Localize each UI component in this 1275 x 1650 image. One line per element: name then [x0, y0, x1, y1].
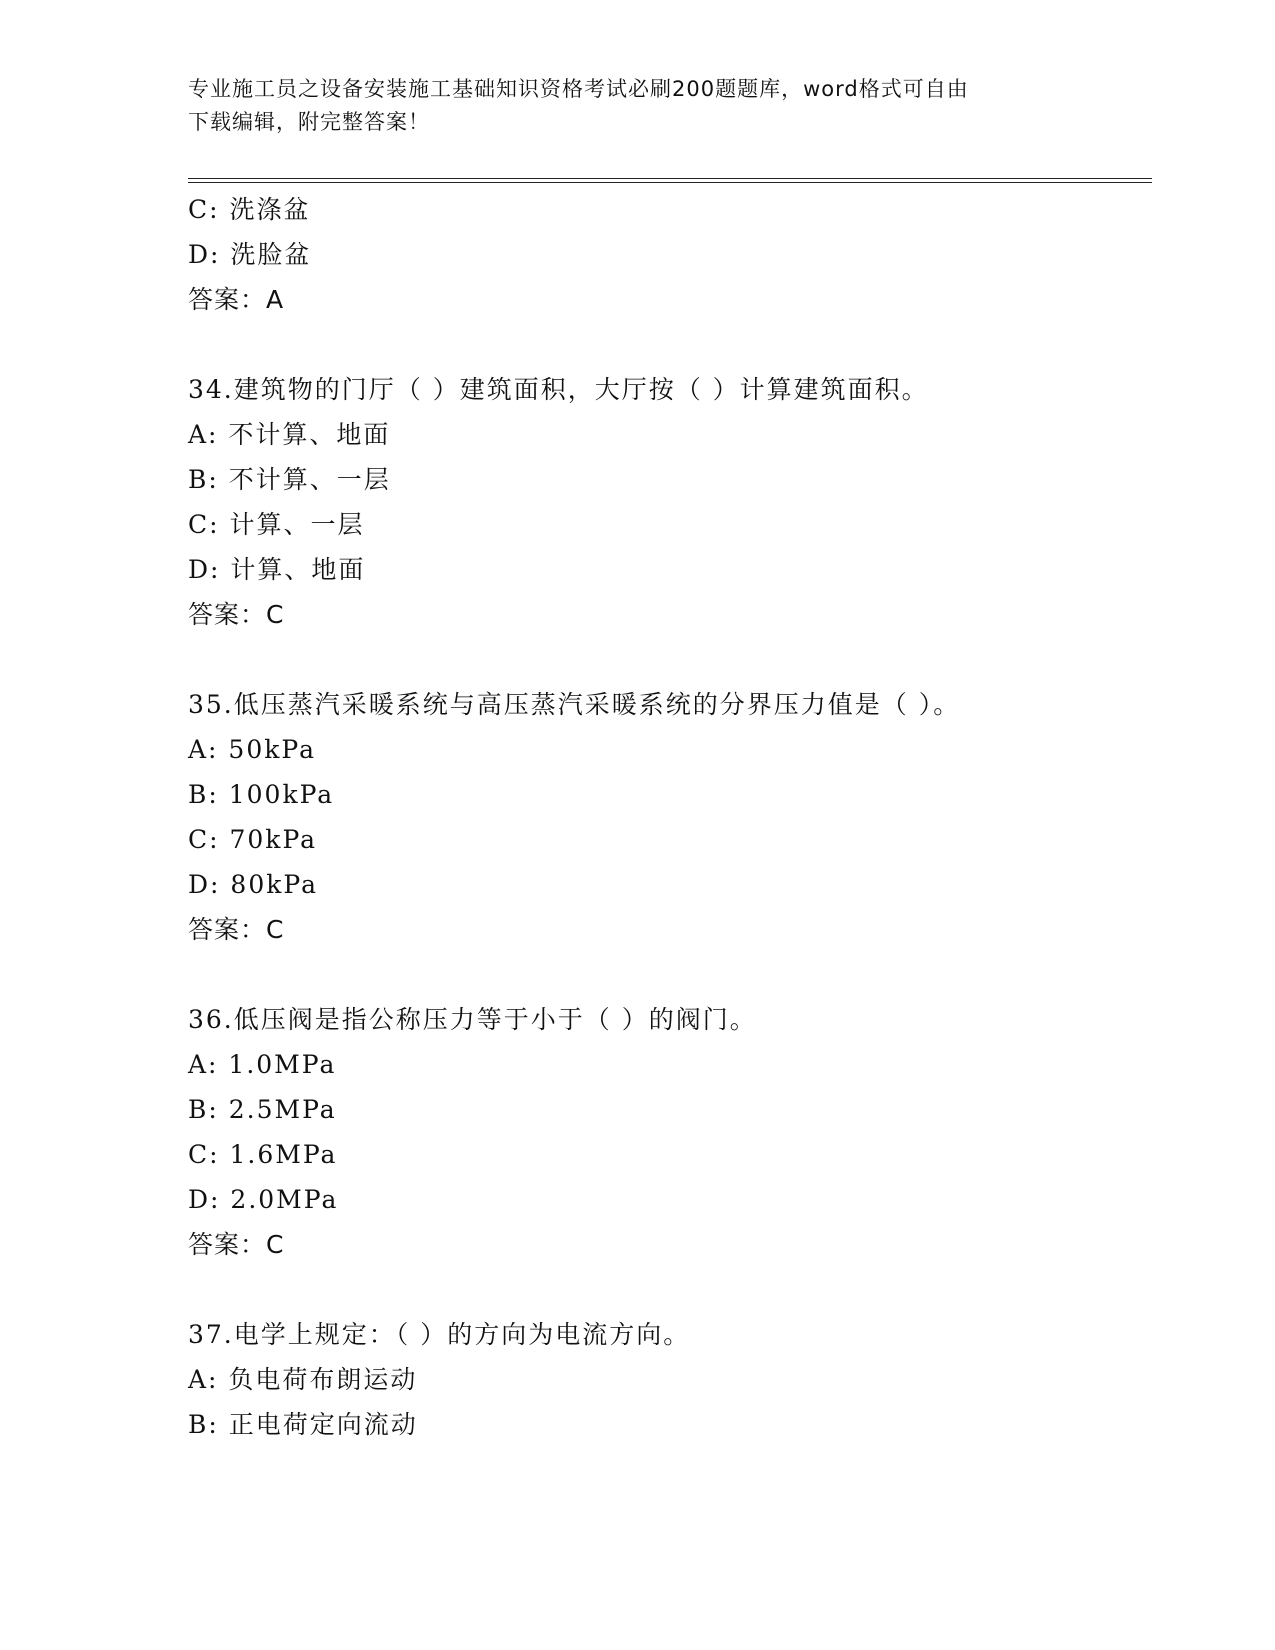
q37-stem: 37.电学上规定：（ ）的方向为电流方向。 [188, 1320, 691, 1349]
document-header [188, 73, 1088, 139]
prev-option-c: C: 洗涤盆 [188, 195, 311, 224]
prev-answer: 答案：A [188, 285, 285, 314]
q36-option-b: B: 2.5MPa [188, 1095, 337, 1124]
q36-option-a: A: 1.0MPa [188, 1050, 337, 1079]
header-divider-top [188, 178, 1152, 179]
q36-option-d: D: 2.0MPa [188, 1185, 339, 1214]
q35-option-c: C: 70kPa [188, 825, 318, 854]
header-divider-bottom [188, 182, 1152, 183]
q34-answer: 答案：C [188, 600, 285, 629]
q36-stem: 36.低压阀是指公称压力等于小于（ ）的阀门。 [188, 1005, 757, 1034]
q34-option-a: A: 不计算、地面 [188, 420, 391, 449]
prev-option-d: D: 洗脸盆 [188, 240, 312, 269]
q36-answer: 答案：C [188, 1230, 285, 1259]
q35-option-b: B: 100kPa [188, 780, 335, 809]
header-line-2: 下载编辑，附完整答案！ [188, 110, 430, 134]
q35-option-d: D: 80kPa [188, 870, 318, 899]
q35-answer: 答案：C [188, 915, 285, 944]
q36-option-c: C: 1.6MPa [188, 1140, 338, 1169]
q37-option-b: B: 正电荷定向流动 [188, 1410, 418, 1439]
q35-option-a: A: 50kPa [188, 735, 316, 764]
header-line-1: 专业施工员之设备安装施工基础知识资格考试必刷200题题库，word格式可自由 [188, 77, 969, 101]
q34-option-b: B: 不计算、一层 [188, 465, 391, 494]
q37-option-a: A: 负电荷布朗运动 [188, 1365, 418, 1394]
q35-stem: 35.低压蒸汽采暖系统与高压蒸汽采暖系统的分界压力值是（ ）。 [188, 690, 961, 719]
q34-option-c: C: 计算、一层 [188, 510, 365, 539]
q34-stem: 34.建筑物的门厅（ ）建筑面积，大厅按（ ）计算建筑面积。 [188, 375, 929, 404]
q34-option-d: D: 计算、地面 [188, 555, 366, 584]
